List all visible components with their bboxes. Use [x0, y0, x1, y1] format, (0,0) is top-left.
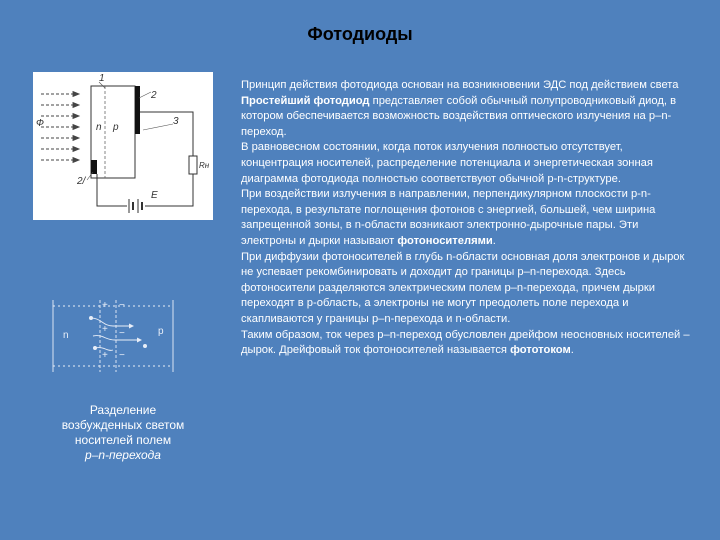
slide-title: Фотодиоды — [307, 24, 413, 44]
label-p-region: p — [113, 122, 119, 133]
paragraph-diffusion: При диффузии фотоносителей в глубь n-области основная доля электронов и дырок не успевает рекомбинировать и доходит до границы р–n-перехода. Здесь фотоносители разделяются электрическим полем р–n-перехода, причем дырки переходят в p-область, а электроны не могут преодолеть поле перехода и скапливаются у границы р–n-перехода и n-области. — [241, 250, 685, 325]
radiation-text: При воздействии излучения в направлении, перпендикулярном плоскости p-n-перехода, в результате поглощения фотонов с энергией, большей, чем ширина запрещенной зоны, в n-области возникают электронно-дырочные пары. Эти электроны и дырки называют — [241, 188, 656, 247]
load-resistor — [189, 156, 197, 174]
paragraph-simplest — [241, 94, 693, 141]
minus-sign-bottom: − — [119, 350, 125, 361]
label-n-region: n — [96, 122, 102, 133]
label-2-prime: 2/ — [77, 176, 86, 187]
label-3: 3 — [173, 116, 179, 127]
plus-sign-middle: + — [102, 324, 108, 335]
caption-line-1: Разделение — [89, 403, 157, 417]
plus-sign-top: + — [102, 300, 108, 311]
paragraph-equilibrium: В равновесном состоянии, когда поток излучения полностью отсутствует, концентрация носителей, распределение потенциала и энергетическая зонная диаграмма фотодиода полностью соответствуют обычной p-n-структуре. — [241, 141, 653, 185]
light-arrows — [41, 92, 79, 163]
paragraph-intro: Принцип действия фотодиода основан на возникновении ЭДС под действием света — [241, 79, 679, 91]
conclusion-text: Таким образом, ток через р–n-переход обусловлен дрейфом неосновных носителей – дырок. Дрейфовый ток фотоносителей называется — [241, 328, 690, 357]
carrier-separation-diagram — [33, 296, 213, 374]
caption-line-2: возбужденных светом — [61, 418, 185, 432]
photodiode-circuit-diagram — [33, 72, 213, 220]
term-simplest-photodiode: Простейший фотодиод — [241, 94, 370, 107]
label-2: 2 — [151, 90, 157, 101]
radiation-end: . — [492, 234, 496, 247]
contact-p — [135, 86, 140, 134]
label-p-side: p — [158, 326, 164, 337]
battery-icon — [129, 199, 142, 213]
minus-sign-middle: − — [119, 328, 125, 339]
paragraph-conclusion — [241, 328, 693, 359]
wire-top — [140, 112, 193, 156]
minus-sign-top: − — [119, 300, 125, 311]
label-load: Rн — [199, 161, 210, 170]
label-1: 1 — [99, 73, 105, 84]
caption-line-3: носителей полем — [74, 433, 172, 447]
body-text — [241, 78, 693, 359]
paragraph-radiation — [241, 187, 693, 249]
term-photocurrent: фототоком — [510, 344, 571, 357]
photodiode-circuit-figure — [33, 72, 213, 220]
carrier-separation-figure — [33, 296, 213, 374]
conclusion-end: . — [570, 344, 574, 357]
term-photocarriers: фотоносителями — [397, 234, 493, 247]
wire-left — [97, 174, 127, 206]
caption-line-4: p–n-перехода — [85, 448, 161, 462]
label-emf: Е — [151, 190, 158, 201]
contact-n — [91, 160, 97, 174]
plus-sign-bottom: + — [102, 350, 108, 361]
simplest-rest: представляет собой обычный полупроводниковый диод, в котором обеспечивается возможность воздействия оптического излучения на р–n-переход. — [241, 94, 677, 138]
label-flux: Ф — [36, 118, 44, 129]
label-n-side: n — [63, 330, 69, 341]
figure2-caption — [33, 403, 213, 463]
